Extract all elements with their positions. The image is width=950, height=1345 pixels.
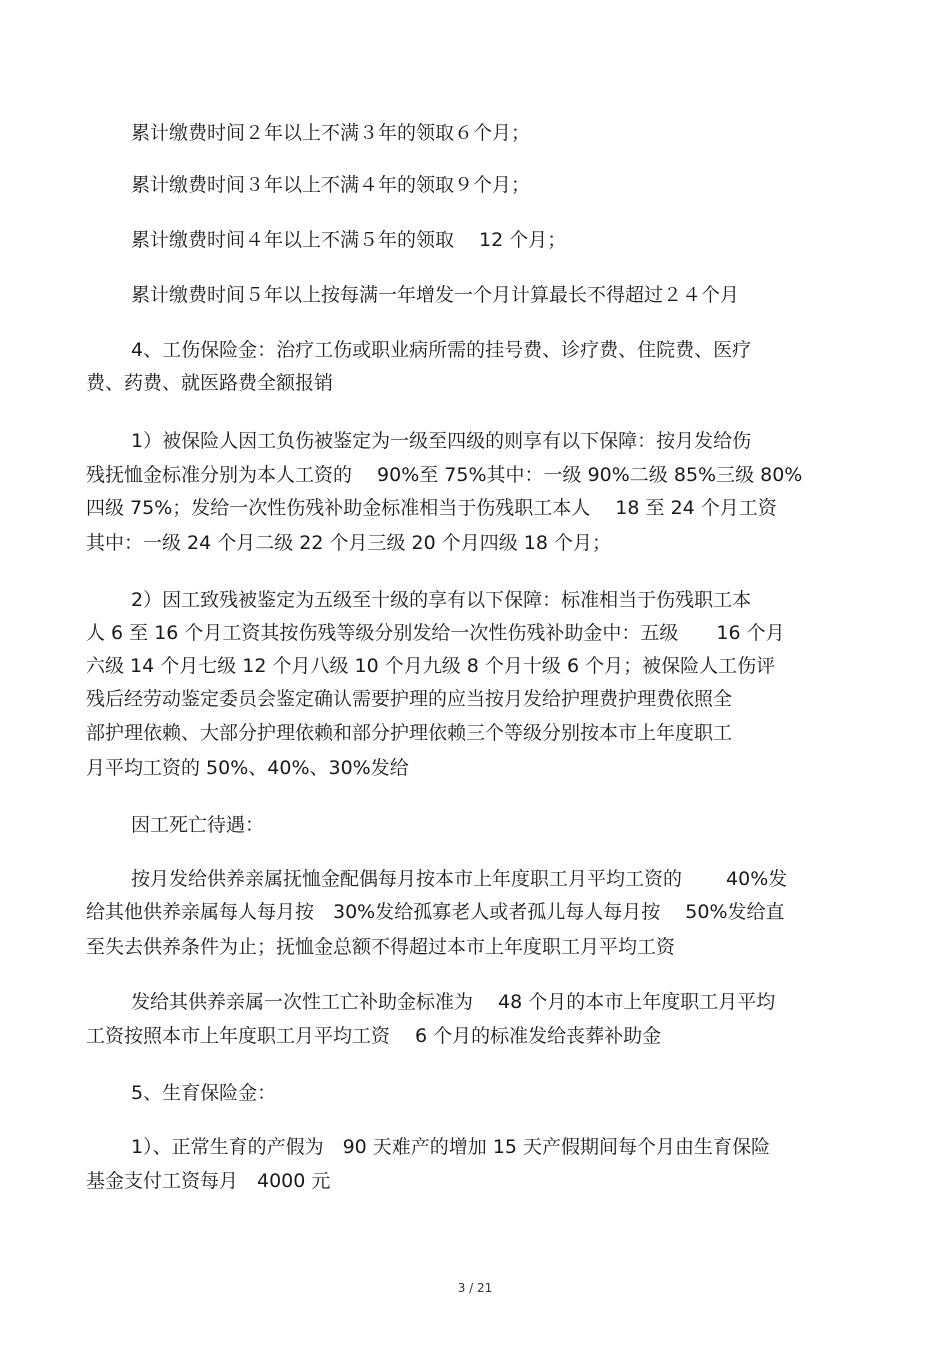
text-line: 至失去供养条件为止；抚恤金总额不得超过本市上年度职工月平均工资 bbox=[86, 936, 676, 958]
text-line: 1）被保险人因工负伤被鉴定为一级至四级的则享有以下保障：按月发给伤 bbox=[131, 430, 752, 452]
text-line: 1）、正常生育的产假为 90 天难产的增加 15 天产假期间每个月由生育保险 bbox=[131, 1136, 771, 1158]
text-line: 其中：一级 24 个月二级 22 个月三级 20 个月四级 18 个月； bbox=[86, 532, 612, 554]
text-line: 5、生育保险金： bbox=[131, 1082, 277, 1104]
text-line: 2）因工致残被鉴定为五级至十级的享有以下保障：标准相当于伤残职工本 bbox=[131, 589, 752, 611]
text-line: 给其他供养亲属每人每月按 30%发给孤寡老人或者孤儿每人每月按 50%发给直 bbox=[86, 901, 785, 923]
text-line: 部护理依赖、大部分护理依赖和部分护理依赖三个等级分别按本市上年度职工 bbox=[86, 722, 733, 744]
text-line: 残后经劳动鉴定委员会鉴定确认需要护理的应当按月发给护理费护理费依照全 bbox=[86, 688, 733, 710]
text-line: 费、药费、就医路费全额报销 bbox=[86, 372, 334, 394]
text-line: 4、工伤保险金：治疗工伤或职业病所需的挂号费、诊疗费、住院费、医疗 bbox=[131, 339, 752, 361]
text-line: 残抚恤金标准分别为本人工资的 90%至 75%其中：一级 90%二级 85%三级 80% bbox=[86, 464, 803, 486]
text-line: 四级 75%；发给一次性伤残补助金标准相当于伤残职工本人 18 至 24 个月工资 bbox=[86, 497, 777, 519]
text-line: 累计缴费时间４年以上不满５年的领取 12 个月； bbox=[131, 229, 567, 251]
text-line: 六级 14 个月七级 12 个月八级 10 个月九级 8 个月十级 6 个月；被保险人工伤评 bbox=[86, 655, 776, 677]
text-line: 按月发给供养亲属抚恤金配偶每月按本市上年度职工月平均工资的 40%发 bbox=[131, 868, 788, 890]
page-number: 3 / 21 bbox=[457, 1281, 493, 1295]
text-line: 因工死亡待遇： bbox=[131, 814, 265, 836]
text-line: 人 6 至 16 个月工资其按伤残等级分别发给一次性伤残补助金中：五级 16 个月 bbox=[86, 622, 785, 644]
text-line: 累计缴费时间３年以上不满４年的领取９个月； bbox=[131, 174, 531, 196]
text-line: 累计缴费时间２年以上不满３年的领取６个月； bbox=[131, 122, 531, 144]
text-line: 累计缴费时间５年以上按每满一年增发一个月计算最长不得超过２４个月 bbox=[131, 284, 740, 306]
text-line: 基金支付工资每月 4000 元 bbox=[86, 1170, 331, 1192]
text-line: 月平均工资的 50%、40%、30%发给 bbox=[86, 757, 409, 779]
text-line: 工资按照本市上年度职工月平均工资 6 个月的标准发给丧葬补助金 bbox=[86, 1025, 662, 1047]
text-line: 发给其供养亲属一次性工亡补助金标准为 48 个月的本市上年度职工月平均 bbox=[131, 991, 776, 1013]
